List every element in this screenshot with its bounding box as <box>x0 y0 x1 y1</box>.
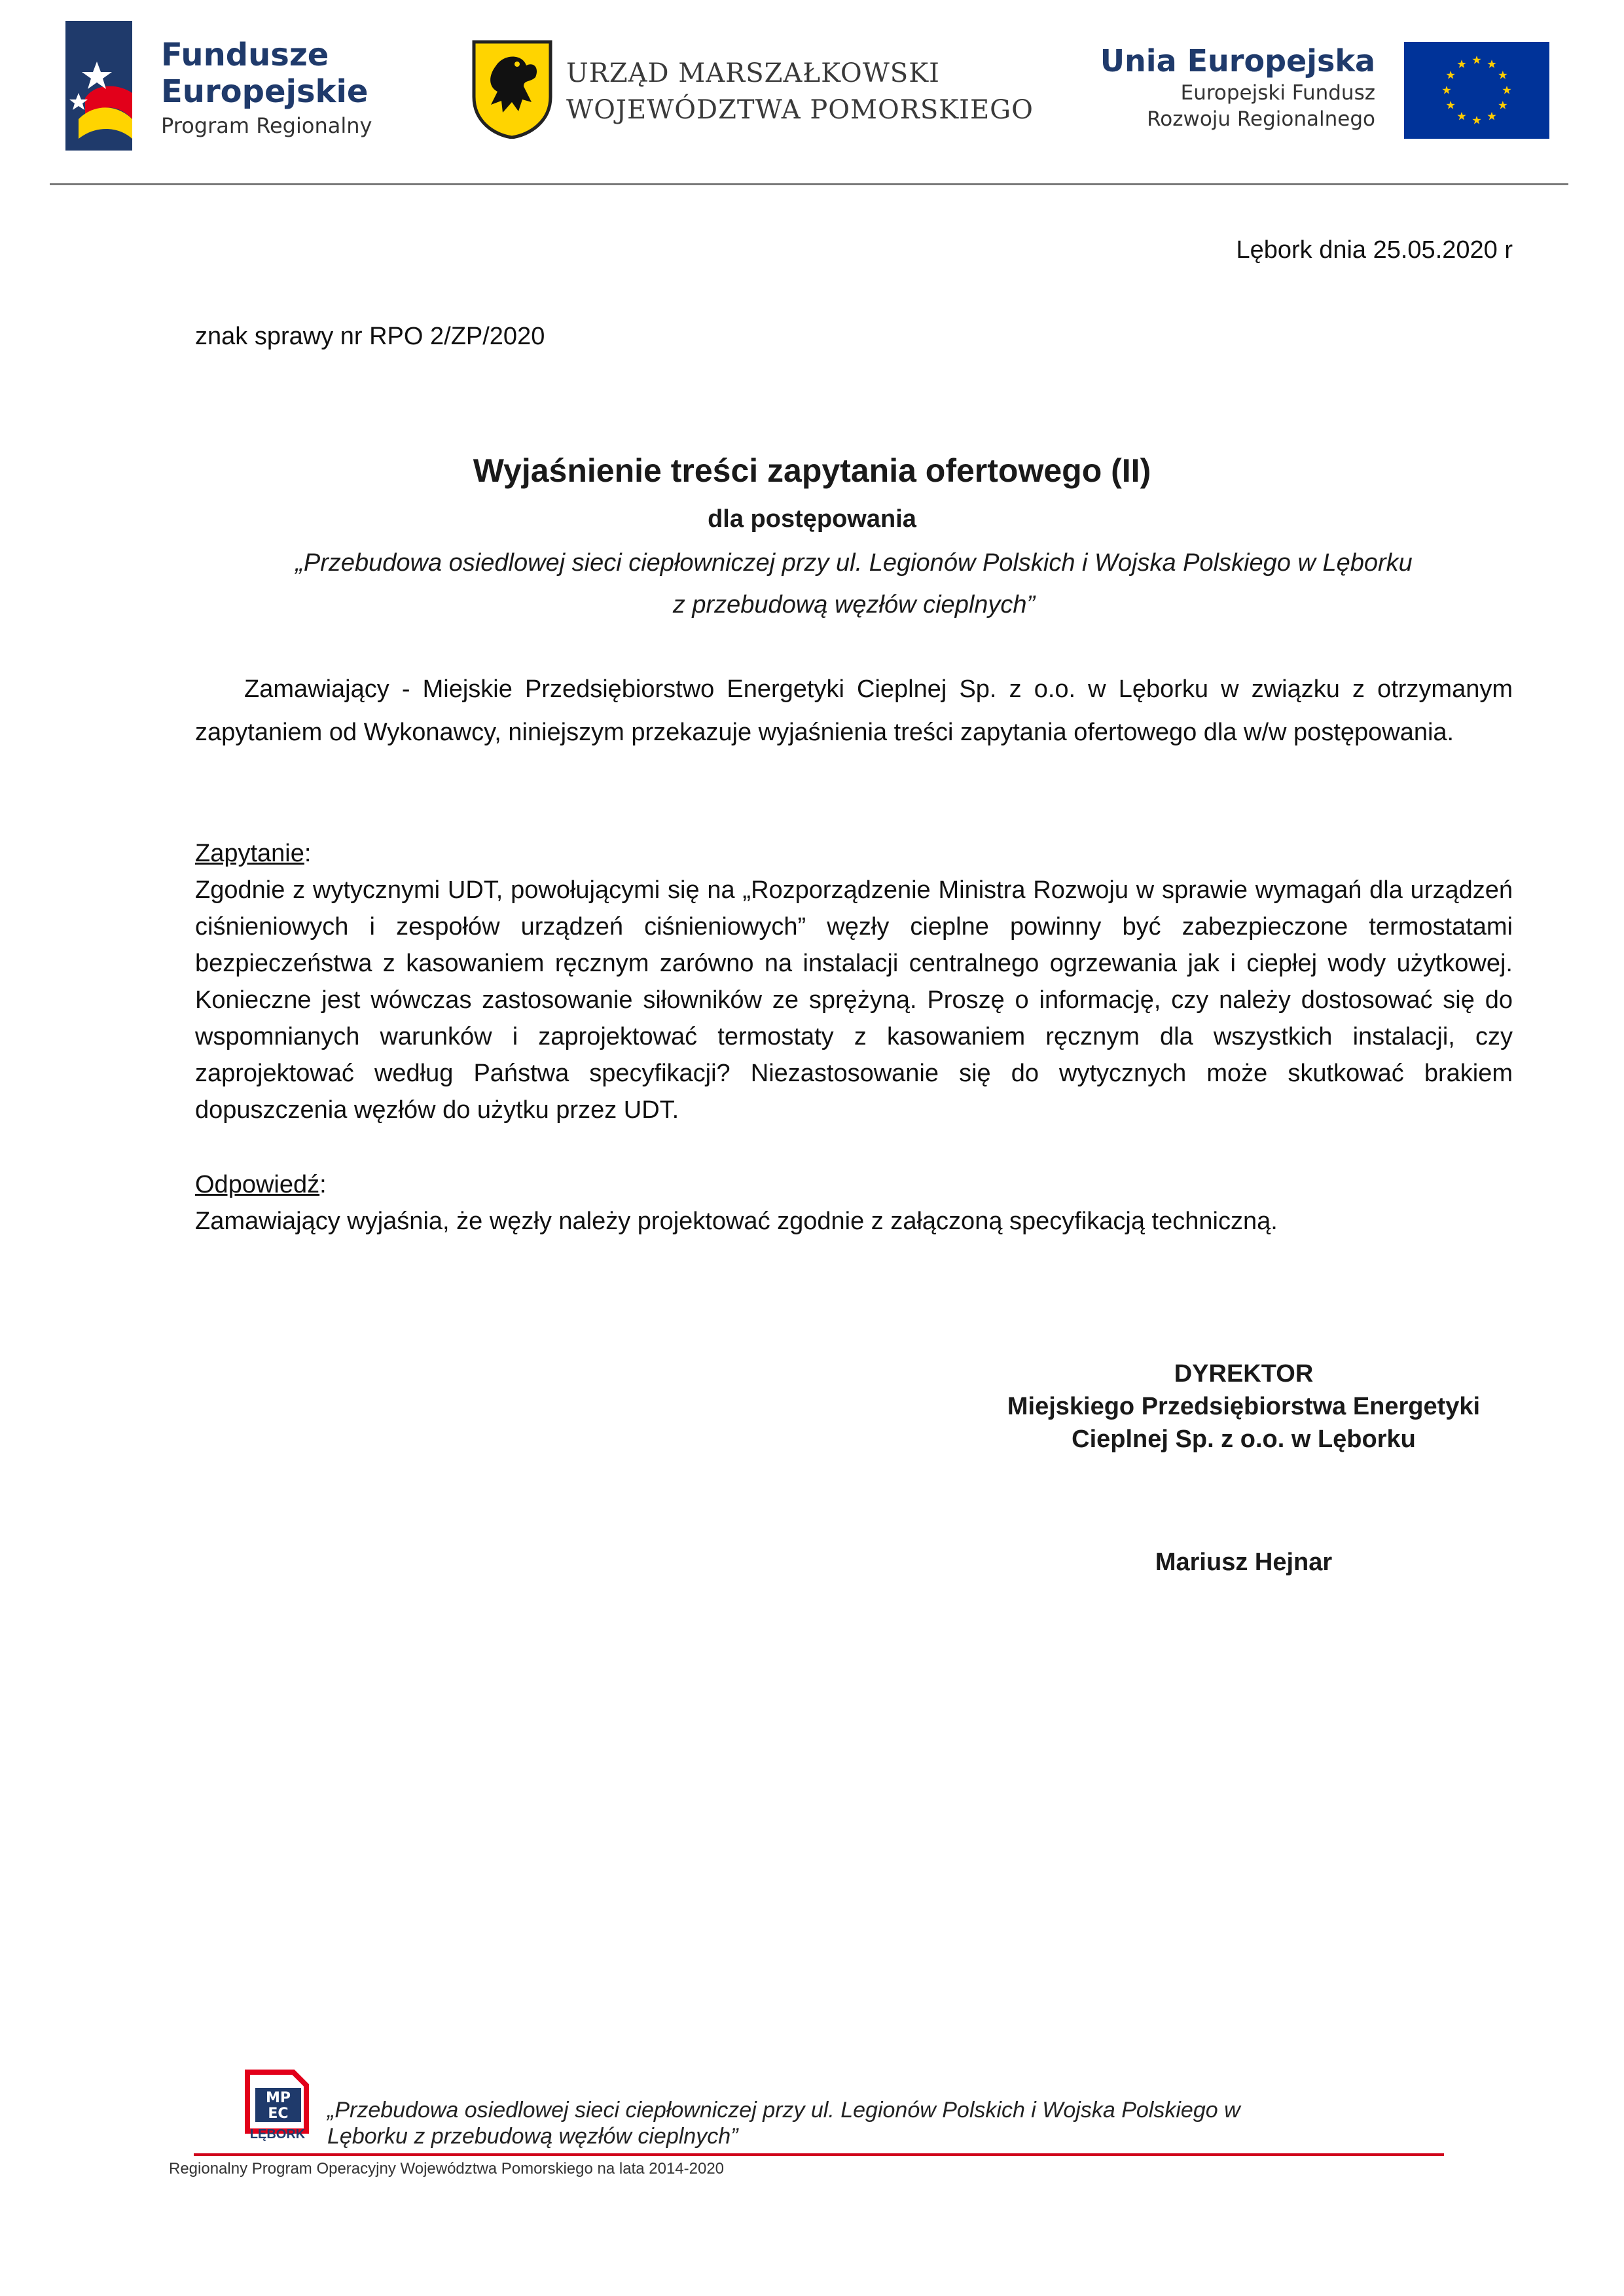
ue-line3: Rozwoju Regionalnego <box>1147 107 1375 131</box>
document-subtitle: dla postępowania <box>708 505 916 533</box>
signature-org-line2: Cieplnej Sp. z o.o. w Lęborku <box>1072 1426 1416 1453</box>
question-label: Zapytanie <box>195 840 304 867</box>
fe-line3: Program Regionalny <box>161 113 372 138</box>
fundusze-europejskie-wordmark <box>161 37 372 141</box>
ue-line2: Europejski Fundusz <box>1180 81 1375 105</box>
footer-project-name <box>327 2097 1388 2149</box>
case-number: znak sprawy nr RPO 2/ZP/2020 <box>195 323 545 350</box>
fundusze-europejskie-logo-icon <box>65 21 132 151</box>
mpec-logo-top: MP <box>265 2090 291 2106</box>
project-name-line1: „Przebudowa osiedlowej sieci ciepłowniczej przy ul. Legionów Polskich i Wojska Polskiego w Lęborku <box>295 549 1413 577</box>
fe-line2: Europejskie <box>161 73 369 110</box>
eu-flag-icon <box>1404 42 1549 139</box>
letter-date: Lębork dnia 25.05.2020 r <box>1236 236 1513 264</box>
question-heading <box>195 835 1513 872</box>
question-colon: : <box>304 840 312 867</box>
mpec-logo-caption: LĘBORK <box>249 2127 306 2142</box>
footer-divider <box>194 2153 1444 2156</box>
signature-org-line1: Miejskiego Przedsiębiorstwa Energetyki <box>1007 1393 1481 1420</box>
answer-heading <box>195 1166 1513 1203</box>
project-name-line2: z przebudową węzłów cieplnych” <box>672 591 1036 619</box>
signature-role: DYREKTOR <box>1174 1360 1314 1388</box>
urzad-marszalkowski-wordmark <box>566 55 1034 128</box>
document-title: Wyjaśnienie treści zapytania ofertowego (II) <box>473 452 1151 489</box>
header-divider <box>50 183 1568 185</box>
mpec-logo-bottom: EC <box>268 2106 289 2122</box>
intro-text: Zamawiający - Miejskie Przedsiębiorstwo Energetyki Cieplnej Sp. z o.o. w Lęborku w związku z otrzymanym zapytaniem od Wykonawcy, niniejszym przekazuje wyjaśnienia treści zapytania ofertowego dla w/w postępowania. <box>195 675 1513 746</box>
project-name <box>195 542 1513 626</box>
ue-line1: Unia Europejska <box>1100 43 1375 79</box>
footer-program: Regionalny Program Operacyjny Województwa Pomorskiego na lata 2014-2020 <box>169 2160 725 2178</box>
question-paragraph <box>195 872 1513 1128</box>
answer-label: Odpowiedź <box>195 1171 320 1198</box>
fe-line1: Fundusze <box>161 37 329 73</box>
unia-europejska-wordmark <box>1100 42 1375 132</box>
intro-paragraph <box>195 668 1513 754</box>
answer-text: Zamawiający wyjaśnia, że węzły należy projektować zgodnie z załączoną specyfikacją techniczną. <box>195 1208 1278 1235</box>
pomorskie-coat-of-arms-icon <box>471 39 553 139</box>
footer-project-line2: Lęborku z przebudową węzłów cieplnych” <box>327 2124 738 2149</box>
question-text: Zgodnie z wytycznymi UDT, powołującymi się na „Rozporządzenie Ministra Rozwoju w sprawie wymagań dla urządzeń ciśnieniowych i zespołów urządzeń ciśnieniowych” węzły cieplne powinny być zabezpieczone termostatami bezpieczeństwa z kasowaniem ręcznym zarówno na instalacji centralnego ogrzewania jak i ciepłej wody użytkowej. Konieczne jest wówczas zastosowanie siłowników ze sprężyną. Proszę o informację, czy należy dostosować się do wspomnianych warunków i zaprojektować termostaty z kasowaniem ręcznym dla wszystkich instalacji, czy zaprojektować według Państwa specyfikacji? Niezastosowanie się do wytycznych może skutkować brakiem dopuszczenia węzłów do użytku przez UDT. <box>195 876 1513 1124</box>
answer-paragraph <box>195 1203 1513 1240</box>
footer-project-line1: „Przebudowa osiedlowej sieci ciepłowniczej przy ul. Legionów Polskich i Wojska Polskiego w <box>327 2098 1240 2123</box>
signer-name: Mariusz Hejnar <box>1155 1549 1333 1576</box>
um-line2: WOJEWÓDZTWA POMORSKIEGO <box>566 95 1034 125</box>
um-line1: URZĄD MARSZAŁKOWSKI <box>566 58 940 88</box>
signature-block <box>969 1357 1519 1456</box>
answer-colon: : <box>319 1171 327 1198</box>
